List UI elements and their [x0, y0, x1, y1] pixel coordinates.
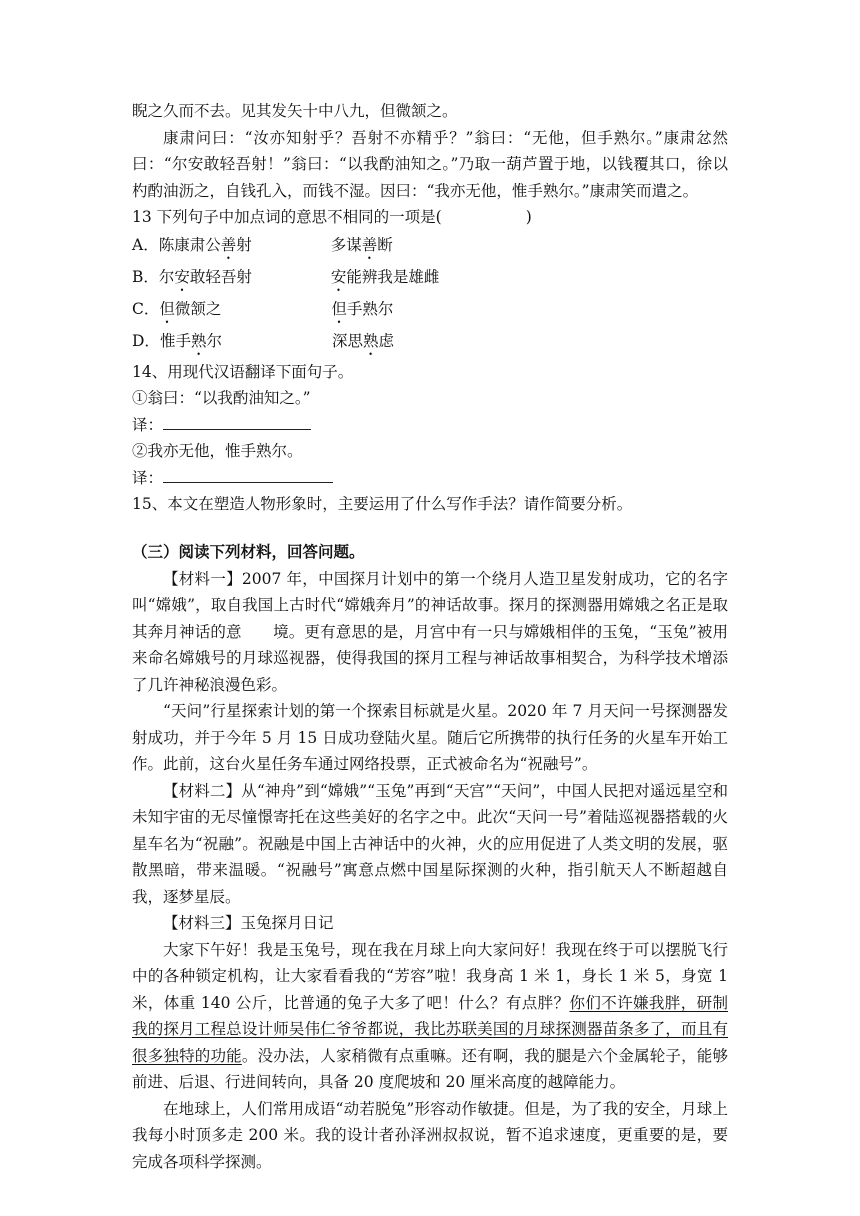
material-3-paragraph-2: 在地球上，人们常用成语“动若脱兔”形容动作敏捷。但是，为了我的安全，月球上我每小时顶多走 200 米。我的设计者孙泽洲叔叔说，暂不追求速度，更重要的是，要完成各项科学探测。 [132, 1099, 728, 1171]
option-b [132, 263, 728, 295]
question-13-stem [132, 204, 728, 231]
option-b-left [159, 263, 331, 295]
answer-2-blank[interactable] [163, 468, 333, 483]
option-a-left-dotted: 善 [220, 235, 237, 254]
option-b-right-dotted: 安 [330, 267, 347, 286]
option-d-left [160, 327, 332, 359]
question-13-stem-text: 13 下列句子中加点词的意思不相同的一项是( [132, 208, 442, 226]
option-c-left-post: 微颔之 [174, 299, 222, 318]
question-14-answer-1 [132, 412, 728, 439]
option-d-right [332, 332, 394, 350]
option-a [132, 231, 728, 263]
option-a-left-pre: 陈康肃公 [158, 235, 221, 254]
material-3-title: 【材料三】玉兔探月日记 [163, 914, 334, 932]
option-a-right-pre: 多谋 [330, 235, 362, 254]
option-b-left-pre: 尔 [158, 267, 175, 286]
answer-1-blank[interactable] [163, 415, 311, 430]
option-a-label: A． [132, 235, 159, 254]
option-a-right-post: 断 [377, 235, 393, 254]
option-d [132, 327, 728, 359]
question-13-stem-close: ) [525, 208, 532, 226]
option-b-right-post: 能辨我是雄雌 [346, 267, 440, 286]
section-3-heading: （三）阅读下列材料，回答问题。 [132, 541, 365, 561]
option-a-left [159, 231, 331, 263]
document-page [132, 98, 728, 1175]
material-3-paragraph-1 [132, 937, 728, 1096]
option-c-left [159, 295, 331, 327]
question-14-sentence-2: ②我亦无他，惟手熟尔。 [132, 442, 303, 460]
option-b-right [331, 268, 440, 286]
option-a-left-post: 射 [236, 235, 252, 254]
option-a-right [331, 236, 393, 254]
option-d-right-dotted: 熟 [362, 331, 379, 350]
question-14-stem: 14、用现代汉语翻译下面句子。 [132, 362, 354, 381]
option-d-left-post: 尔 [206, 331, 222, 350]
option-c-label: C． [132, 299, 160, 318]
answer-2-label: 译： [132, 468, 164, 487]
question-13-options [132, 231, 728, 359]
option-a-right-dotted: 善 [361, 235, 378, 254]
answer-1-label: 译： [132, 415, 164, 434]
question-14-answer-2 [132, 465, 728, 492]
option-d-label: D． [132, 331, 160, 350]
question-15-stem: 15、本文在塑造人物形象时，主要运用了什么写作手法？请作简要分析。 [132, 495, 633, 513]
option-c-right-post: 手熟尔 [346, 299, 394, 318]
passage-paragraph-2: 康肃问曰：“汝亦知射乎？吾射不亦精乎？”翁曰：“无他，但手熟尔。”康肃忿然曰：“尔安敢轻吾射！”翁曰：“以我酌油知之。”乃取一葫芦置于地，以钱覆其口，徐以杓酌油沥之，自钱孔入，而钱不湿。因曰：“我亦无他，惟手熟尔。”康肃笑而遣之。 [132, 128, 728, 200]
material-3-text-post: 。没办法，人家稍微有点重嘛。还有啊，我的腿是六个金属轮子，能够前进、后退、行进间转向，具备 20 度爬坡和 20 厘米高度的越障能力。 [132, 1046, 728, 1091]
option-c-left-dotted: 但 [159, 299, 175, 318]
option-d-left-dotted: 熟 [190, 331, 207, 350]
material-1-paragraph-2: “天问”行星探索计划的第一个探索目标就是火星。2020 年 7 月天问一号探测器发射成功，并于今年 5 月 15 日成功登陆火星。随后它所携带的执行任务的火星车开始工作。此前，这台火星任务车通过网络投票，正式被命名为“祝融号”。 [132, 702, 728, 773]
option-d-right-pre: 深思 [331, 331, 363, 350]
option-d-right-post: 虑 [378, 331, 394, 350]
option-d-left-pre: 惟手 [159, 331, 191, 350]
passage-paragraph-1: 睨之久而不去。见其发矢十中八九，但微颔之。 [132, 102, 458, 120]
material-3-underlined-sentence: 你们不许嫌我胖，研制我的探月工程总设计师吴伟仁爷爷都说，我比苏联美国的月球探测器苗条多了，而且有很多独特的功能 [132, 993, 728, 1065]
option-b-left-post: 敢轻吾射 [189, 267, 252, 286]
option-c-right [331, 300, 393, 318]
material-2-paragraph: 【材料二】从“神舟”到“嫦娥”“玉兔”再到“天宫”“天问”，中国人民把对遥远星空和未知宇宙的无尽憧憬寄托在这些美好的名字之中。此次“天问一号”着陆巡视器搭载的火星车名为“祝融”。祝融是中国上古神话中的火神，火的应用促进了人类文明的发展，驱散黑暗，带来温暖。“祝融号”寓意点燃中国星际探测的火种，指引航天人不断超越自我，逐梦星辰。 [132, 781, 728, 906]
option-c-right-dotted: 但 [331, 299, 347, 318]
material-3-text-pre: 大家下午好！我是玉兔号，现在我在月球上向大家问好！我现在终于可以摆脱飞行中的各种锁定机构，让大家看看我的“芳容”啦！我身高 1 米 1，身长 1 米 5，身宽 1 米，体重 140 公斤，比普通的兔子大多了吧！什么？有点胖？ [132, 940, 728, 1012]
option-c [132, 295, 728, 327]
option-b-left-dotted: 安 [174, 267, 190, 286]
question-14-sentence-1: ①翁曰：“以我酌油知之。” [132, 389, 311, 407]
material-1-paragraph-1: 【材料一】2007 年，中国探月计划中的第一个绕月人造卫星发射成功，它的名字叫“嫦娥”，取自我国上古时代“嫦娥奔月”的神话故事。探月的探测器用嫦娥之名正是取其奔月神话的意 境。更有意思的是，月宫中有一只与嫦娥相伴的玉兔，“玉兔”被用来命名嫦娥号的月球巡视器，使得我国的探月工程与神话故事相契合，为科学技术增添了几许神秘浪漫色彩。 [132, 569, 728, 694]
option-b-label: B． [132, 267, 159, 286]
